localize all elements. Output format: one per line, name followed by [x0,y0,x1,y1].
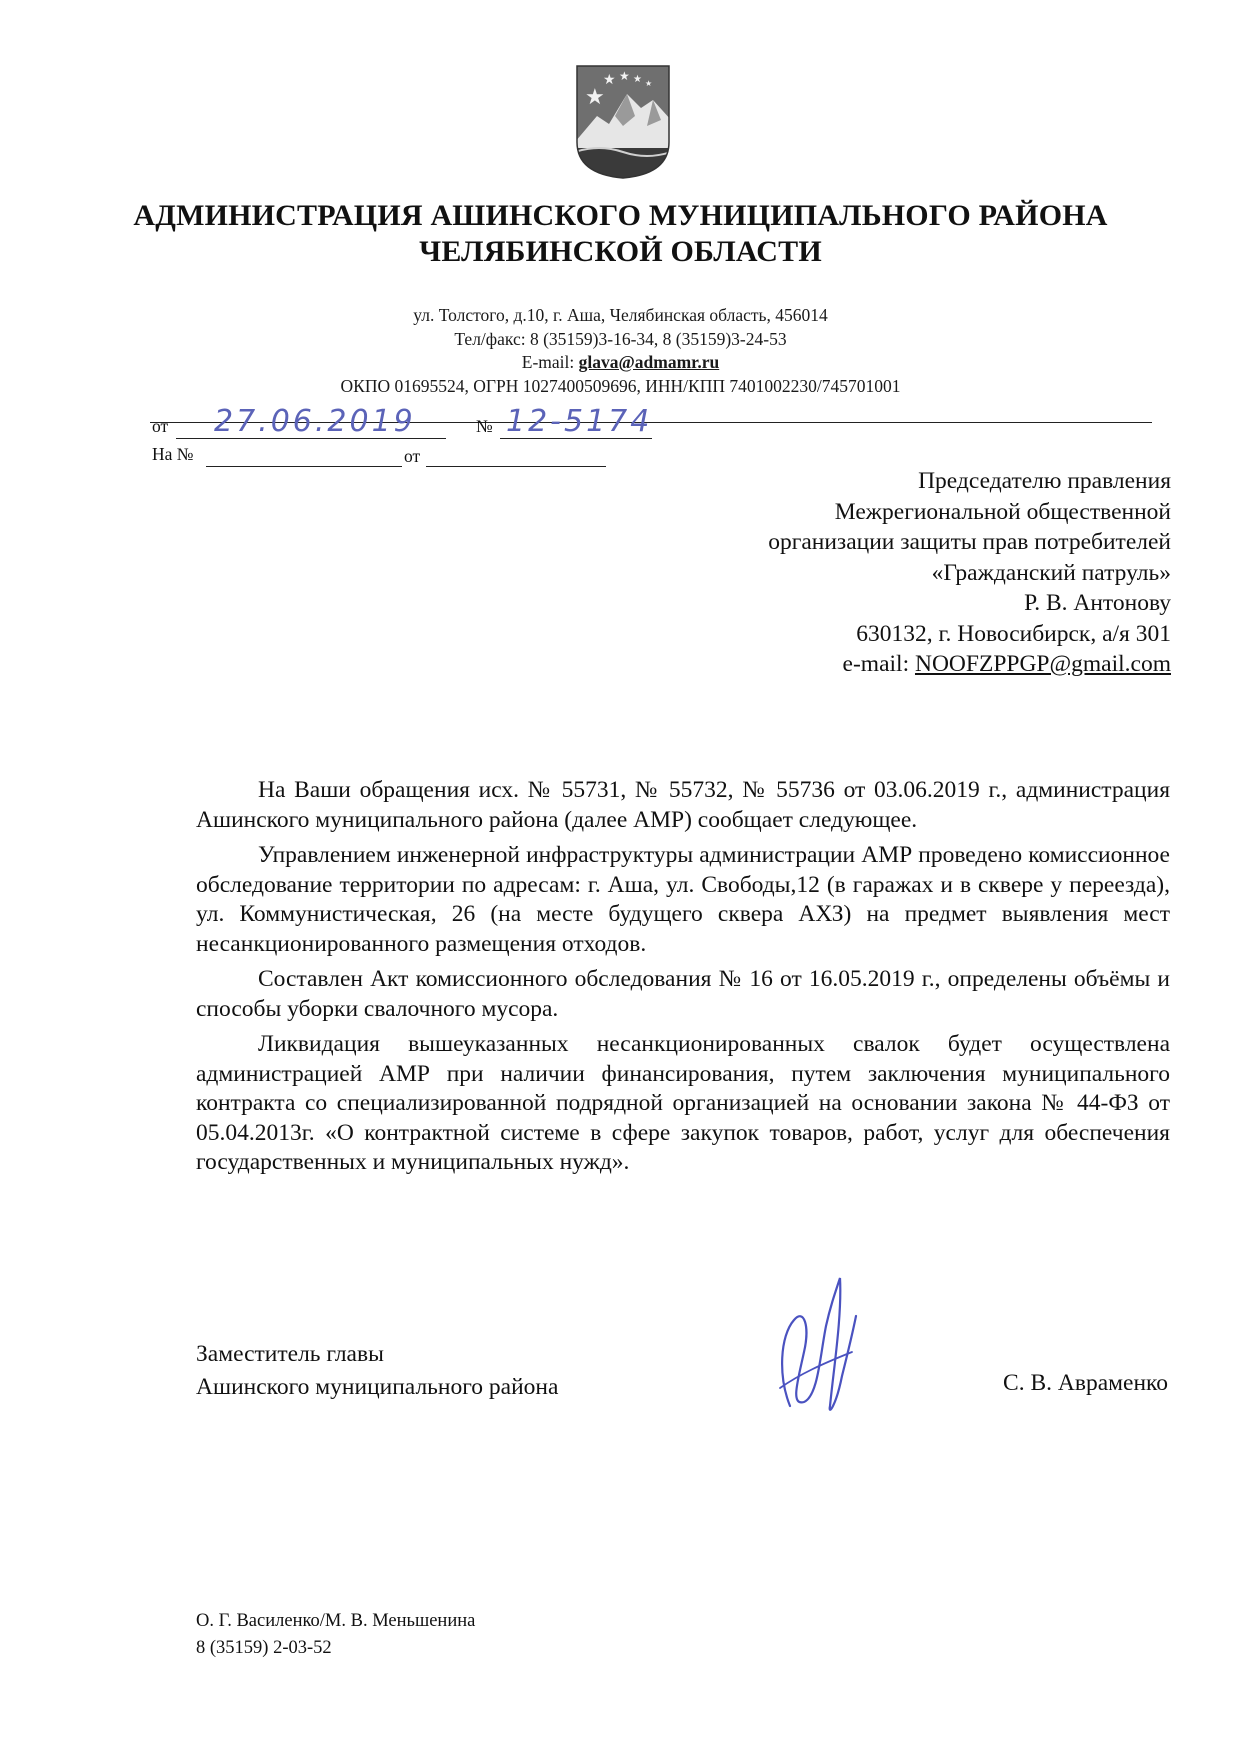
signatory-position-line2: Ашинского муниципального района [196,1374,559,1400]
addressee-email-row [551,649,1171,680]
svg-text:★: ★ [603,72,616,88]
svg-text:★: ★ [619,69,630,83]
addressee-name: Р. В. Антонову [1024,590,1171,616]
body-paragraph: На Ваши обращения исх. № 55731, № 55732, № 55736 от 03.06.2019 г., администрация Ашинского муниципального района (далее АМР) сообщает следующее. [196,777,1170,833]
organization-email-link[interactable]: glava@admamr.ru [578,352,720,372]
organization-email-row [0,351,1241,375]
body-paragraph: Составлен Акт комиссионного обследования № 16 от 16.05.2019 г., определены объёмы и способы уборки свалочного мусора. [196,966,1170,1022]
reply-label: На № [152,444,194,464]
organization-requisites [0,304,1241,398]
signatory-position [196,1338,558,1404]
reply-from-label: от [404,446,421,466]
from-label: от [152,416,169,436]
signatory-position-line1: Заместитель главы [196,1341,384,1367]
executor-names: О. Г. Василенко/М. В. Меньшенина [196,1611,476,1631]
organization-codes: ОКПО 01695524, ОГРН 1027400509696, ИНН/КПП 7401002230/745701001 [340,375,901,396]
signatory-name: С. В. Авраменко [1003,1370,1168,1396]
handwritten-signature-icon [760,1256,870,1426]
addressee-line: организации защиты прав потребителей [768,529,1171,555]
organization-title-line1: АДМИНИСТРАЦИЯ АШИНСКОГО МУНИЦИПАЛЬНОГО РАЙОНА [133,199,1108,232]
organization-title-line2: ЧЕЛЯБИНСКОЙ ОБЛАСТИ [419,235,822,268]
email-label: E-mail: [521,352,579,372]
addressee-block [551,466,1171,680]
coat-of-arms-icon [575,64,671,180]
body-paragraph: Управлением инженерной инфраструктуры администрации АМР проведено комиссионное обследование территории по адресам: г. Аша, ул. Свободы,12 (в гаражах и в сквере у переезда), ул. Коммунистическая, 26 (на месте будущего сквера АХЗ) на предмет выявления мест несанкционированного размещения отходов. [196,842,1170,957]
svg-text:★: ★ [633,74,642,85]
body-paragraph: Ликвидация вышеуказанных несанкционированных свалок будет осуществлена администрацией АМР при наличии финансирования, путем заключения муниципального контракта со специализированной подрядной организацией на основании закона № 44-ФЗ от 05.04.2013г. «О контрактной системе в сфере закупок товаров, работ, услуг для обеспечения государственных и муниципальных нужд». [196,1031,1170,1175]
svg-text:★: ★ [645,79,653,88]
svg-text:★: ★ [585,85,605,110]
organization-address: ул. Толстого, д.10, г. Аша, Челябинская область, 456014 [413,305,828,325]
reply-number-blank [206,466,402,467]
executor-phone: 8 (35159) 2-03-52 [196,1638,332,1658]
addressee-line: Председателю правления [918,468,1171,494]
handwritten-date: 27.06.2019 [214,404,416,439]
executor-info [196,1608,475,1662]
addressee-address: 630132, г. Новосибирск, а/я 301 [856,620,1171,647]
addressee-email-label: e-mail: [842,651,915,677]
letter-body [196,776,1170,1184]
organization-phone: Тел/факс: 8 (35159)3-16-34, 8 (35159)3-24-53 [454,328,787,349]
number-label: № [476,416,493,436]
organization-title [0,198,1241,270]
addressee-line: Межрегиональной общественной [834,498,1171,525]
addressee-email-link[interactable]: NOOFZPPGP@gmail.com [914,651,1171,677]
handwritten-number: 12-5174 [506,404,653,439]
addressee-line: «Гражданский патруль» [931,559,1171,586]
